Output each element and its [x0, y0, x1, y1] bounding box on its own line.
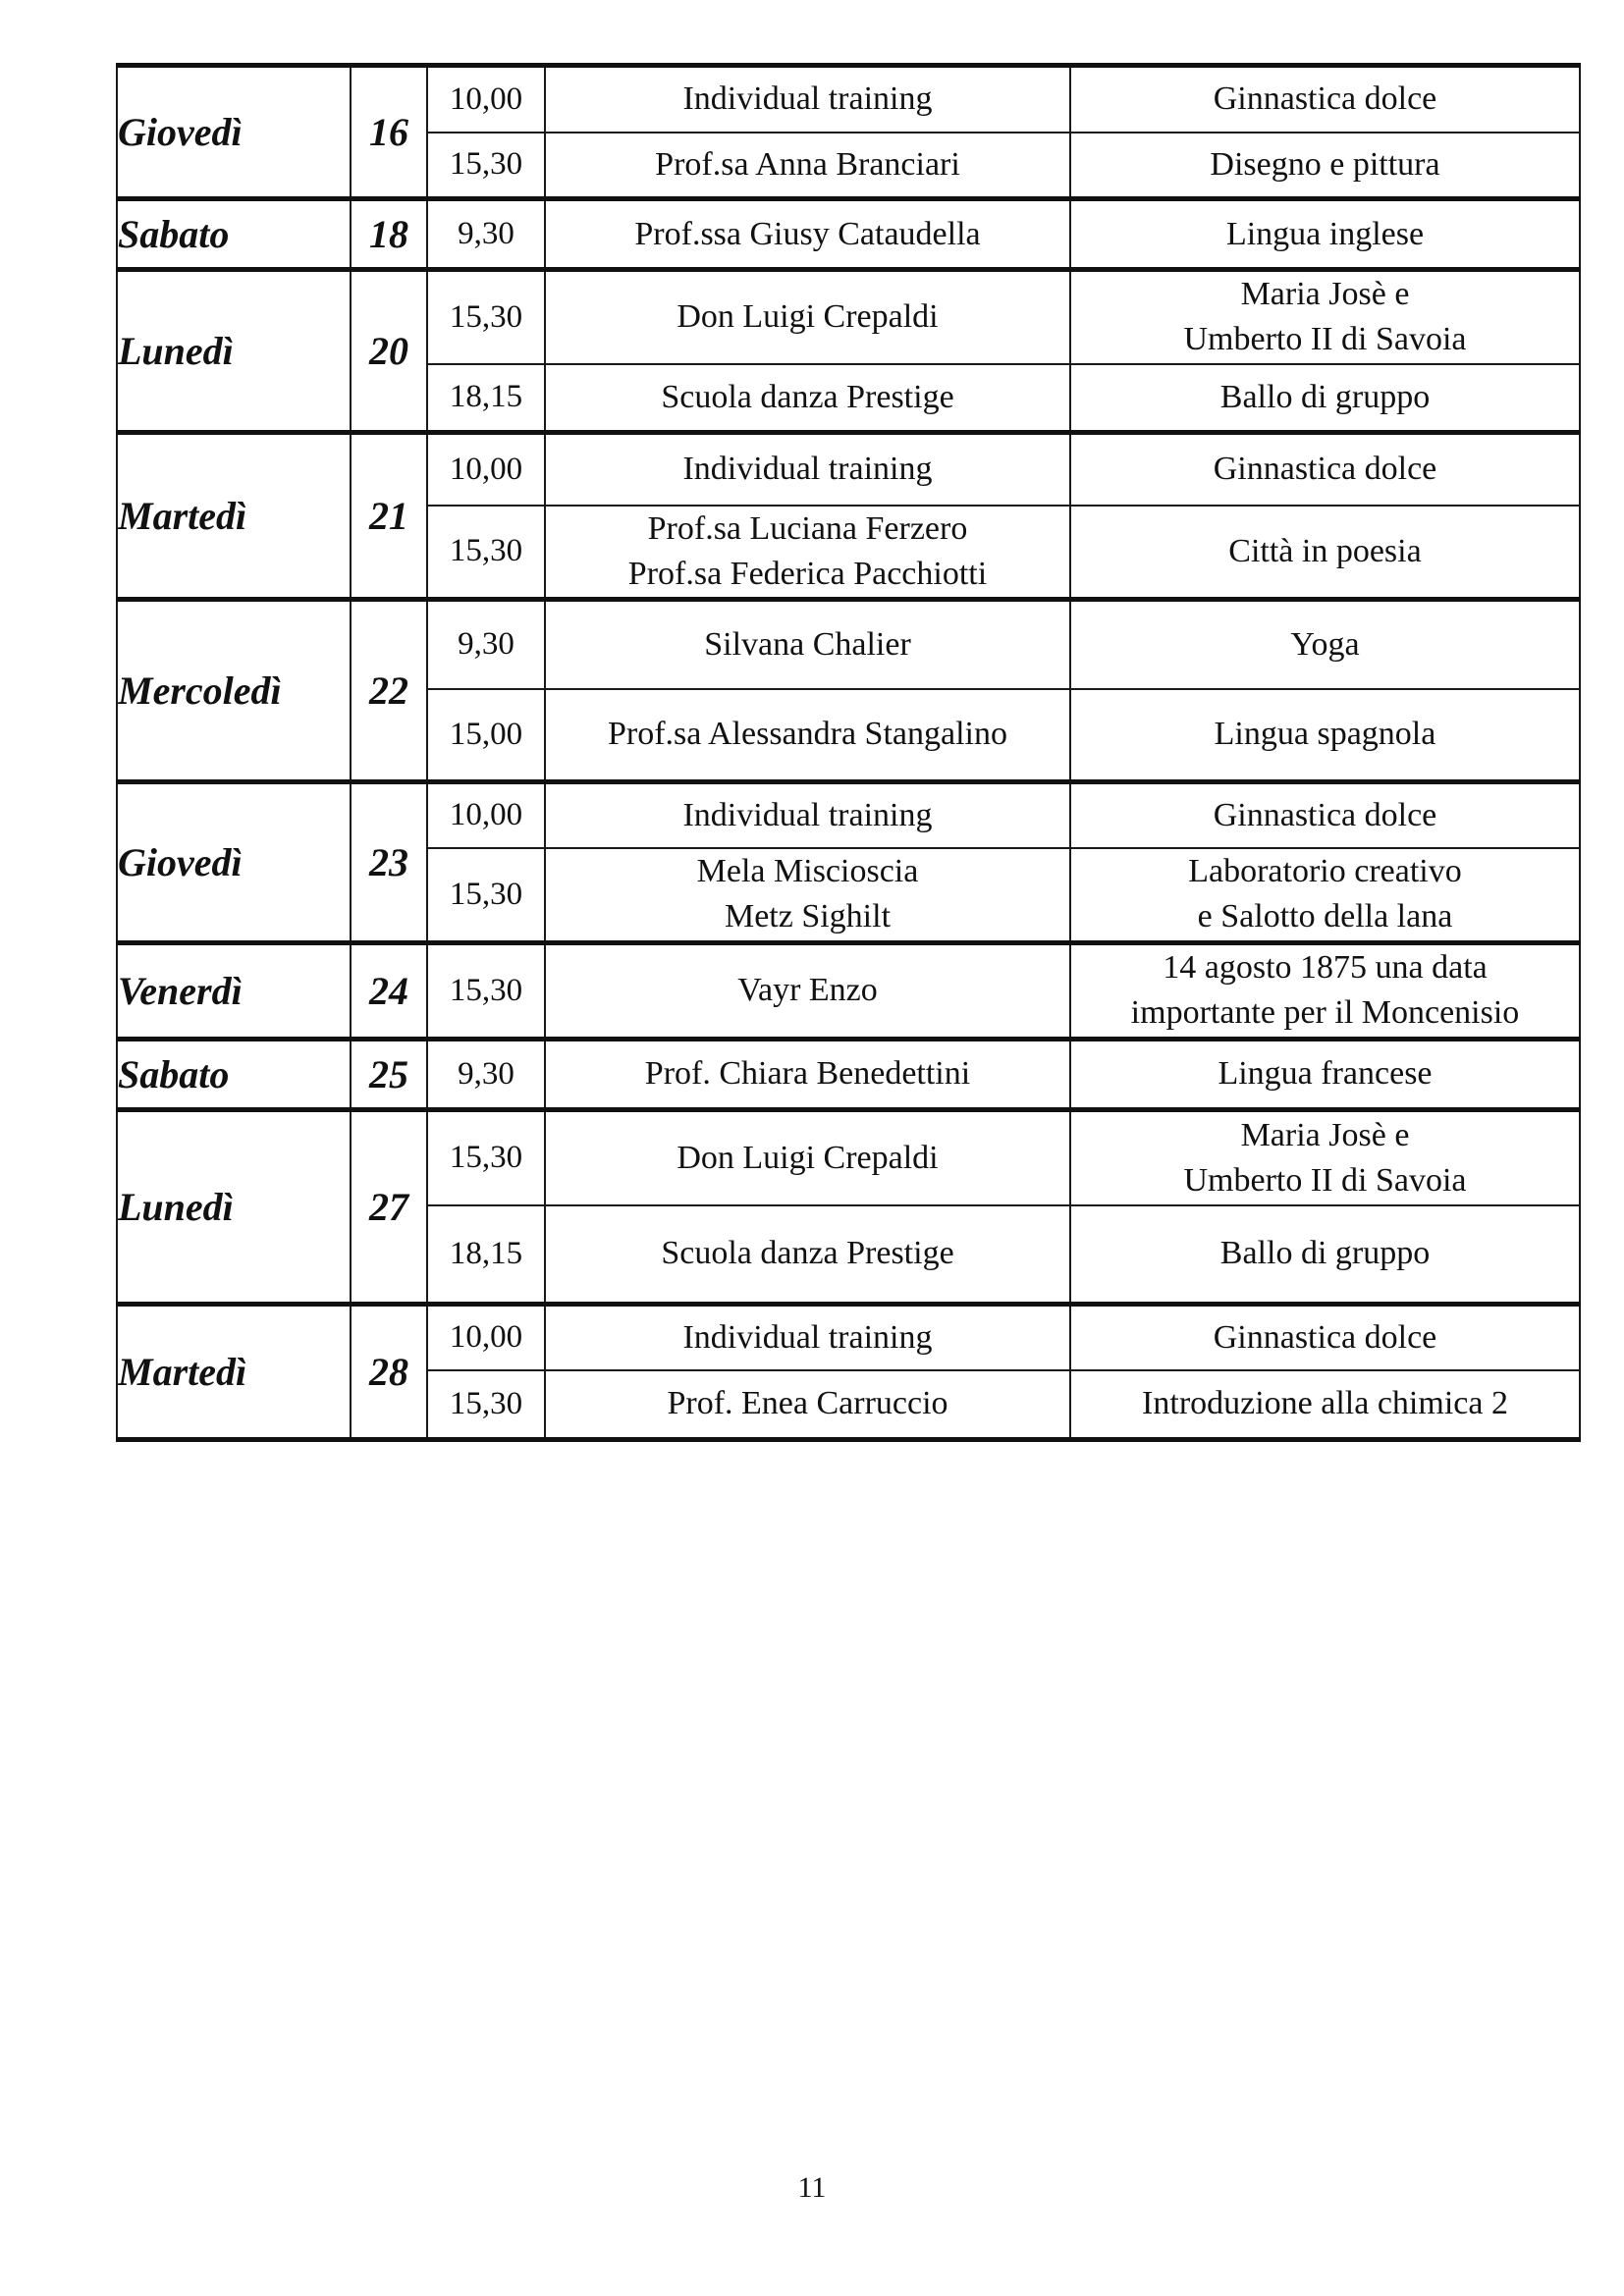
session-instructor — [545, 1304, 1070, 1370]
session-time: 15,30 — [427, 506, 545, 600]
text-line: Scuola danza Prestige — [661, 378, 954, 415]
session-instructor — [545, 1370, 1070, 1439]
text-line: importante per il Moncenisio — [1130, 994, 1520, 1031]
text-line: Umberto II di Savoia — [1183, 321, 1467, 358]
day-name: Mercoledì — [117, 599, 351, 781]
day-name: Martedì — [117, 433, 351, 600]
day-name: Sabato — [117, 1039, 351, 1109]
text-line: 14 agosto 1875 una data — [1163, 949, 1488, 986]
day-name: Lunedì — [117, 270, 351, 433]
day-date: 21 — [351, 433, 427, 600]
session-instructor — [545, 364, 1070, 433]
session-instructor — [545, 1039, 1070, 1109]
session-instructor — [545, 689, 1070, 781]
session-activity — [1070, 848, 1580, 942]
text-line: Individual training — [682, 1318, 933, 1356]
text-line: Prof.ssa Giusy Cataudella — [634, 215, 981, 252]
session-activity — [1070, 66, 1580, 133]
session-activity — [1070, 506, 1580, 600]
session-time: 9,30 — [427, 1039, 545, 1109]
session-row — [117, 1109, 1580, 1205]
session-activity — [1070, 1304, 1580, 1370]
text-line: Maria Josè e — [1240, 1116, 1410, 1153]
text-line: Disegno e pittura — [1210, 145, 1440, 183]
day-name: Lunedì — [117, 1109, 351, 1304]
day-date: 20 — [351, 270, 427, 433]
session-instructor — [545, 506, 1070, 600]
day-date: 16 — [351, 66, 427, 199]
day-name: Giovedì — [117, 781, 351, 942]
session-instructor — [545, 942, 1070, 1039]
page-number: 11 — [797, 2171, 827, 2204]
session-activity — [1070, 1370, 1580, 1439]
session-time: 10,00 — [427, 433, 545, 506]
text-line: e Salotto della lana — [1197, 898, 1453, 935]
text-line: Yoga — [1290, 625, 1360, 663]
session-time: 18,15 — [427, 1205, 545, 1304]
session-activity — [1070, 364, 1580, 433]
session-instructor — [545, 1109, 1070, 1205]
text-line: Ballo di gruppo — [1219, 1235, 1431, 1272]
session-time: 10,00 — [427, 1304, 545, 1370]
text-line: Ginnastica dolce — [1213, 451, 1437, 488]
text-line: Umberto II di Savoia — [1183, 1161, 1467, 1199]
session-row — [117, 199, 1580, 270]
session-activity — [1070, 1205, 1580, 1304]
session-instructor — [545, 66, 1070, 133]
text-line: Mela Miscioscia — [696, 853, 919, 890]
day-date: 28 — [351, 1304, 427, 1439]
session-time: 15,00 — [427, 689, 545, 781]
session-row — [117, 270, 1580, 364]
day-date: 25 — [351, 1039, 427, 1109]
session-time: 15,30 — [427, 1370, 545, 1439]
text-line: Città in poesia — [1228, 532, 1422, 569]
text-line: Scuola danza Prestige — [661, 1235, 954, 1272]
session-row — [117, 433, 1580, 506]
text-line: Prof. Enea Carruccio — [667, 1385, 948, 1422]
text-line: Prof.sa Federica Pacchiotti — [627, 555, 988, 592]
session-instructor — [545, 1205, 1070, 1304]
text-line: Silvana Chalier — [704, 625, 911, 663]
session-activity — [1070, 270, 1580, 364]
session-time: 18,15 — [427, 364, 545, 433]
session-instructor — [545, 599, 1070, 689]
text-line: Vayr Enzo — [737, 972, 878, 1008]
session-activity — [1070, 133, 1580, 199]
session-time: 15,30 — [427, 848, 545, 942]
day-name: Martedì — [117, 1304, 351, 1439]
session-row — [117, 66, 1580, 133]
text-line: Ginnastica dolce — [1213, 80, 1437, 118]
text-line: Prof.sa Alessandra Stangalino — [608, 716, 1007, 753]
session-row — [117, 1304, 1580, 1370]
session-activity — [1070, 599, 1580, 689]
text-line: Ginnastica dolce — [1213, 796, 1437, 833]
text-line: Metz Sighilt — [724, 898, 892, 935]
text-line: Don Luigi Crepaldi — [677, 1139, 939, 1176]
session-instructor — [545, 270, 1070, 364]
day-date: 22 — [351, 599, 427, 781]
text-line: Maria Josè e — [1240, 276, 1410, 313]
session-time: 15,30 — [427, 942, 545, 1039]
session-instructor — [545, 199, 1070, 270]
session-activity — [1070, 689, 1580, 781]
text-line: Prof.sa Anna Branciari — [655, 145, 960, 183]
session-time: 10,00 — [427, 66, 545, 133]
session-instructor — [545, 433, 1070, 506]
session-activity — [1070, 199, 1580, 270]
session-activity — [1070, 781, 1580, 848]
day-name: Giovedì — [117, 66, 351, 199]
text-line: Introduzione alla chimica 2 — [1142, 1385, 1508, 1422]
session-time: 9,30 — [427, 599, 545, 689]
session-activity — [1070, 1109, 1580, 1205]
session-activity — [1070, 433, 1580, 506]
session-activity — [1070, 1039, 1580, 1109]
session-instructor — [545, 781, 1070, 848]
text-line: Individual training — [682, 451, 933, 488]
session-time: 15,30 — [427, 133, 545, 199]
schedule-body — [117, 66, 1580, 1440]
text-line: Ballo di gruppo — [1219, 378, 1431, 415]
schedule-table — [116, 63, 1581, 1442]
text-line: Don Luigi Crepaldi — [677, 298, 939, 336]
session-row — [117, 599, 1580, 689]
day-date: 23 — [351, 781, 427, 942]
day-name: Sabato — [117, 199, 351, 270]
text-line: Individual training — [682, 796, 933, 833]
day-date: 24 — [351, 942, 427, 1039]
session-time: 9,30 — [427, 199, 545, 270]
session-instructor — [545, 133, 1070, 199]
text-line: Lingua francese — [1218, 1055, 1433, 1092]
session-time: 15,30 — [427, 1109, 545, 1205]
text-line: Ginnastica dolce — [1213, 1318, 1437, 1356]
session-time: 15,30 — [427, 270, 545, 364]
day-name: Venerdì — [117, 942, 351, 1039]
day-date: 18 — [351, 199, 427, 270]
text-line: Individual training — [682, 80, 933, 118]
text-line: Prof.sa Luciana Ferzero — [647, 509, 968, 547]
text-line: Lingua inglese — [1225, 215, 1425, 252]
session-time: 10,00 — [427, 781, 545, 848]
day-date: 27 — [351, 1109, 427, 1304]
text-line: Lingua spagnola — [1214, 716, 1436, 753]
text-line: Laboratorio creativo — [1188, 853, 1462, 890]
session-row — [117, 1039, 1580, 1109]
session-instructor — [545, 848, 1070, 942]
text-line: Prof. Chiara Benedettini — [644, 1055, 971, 1092]
session-activity — [1070, 942, 1580, 1039]
session-row — [117, 942, 1580, 1039]
session-row — [117, 781, 1580, 848]
